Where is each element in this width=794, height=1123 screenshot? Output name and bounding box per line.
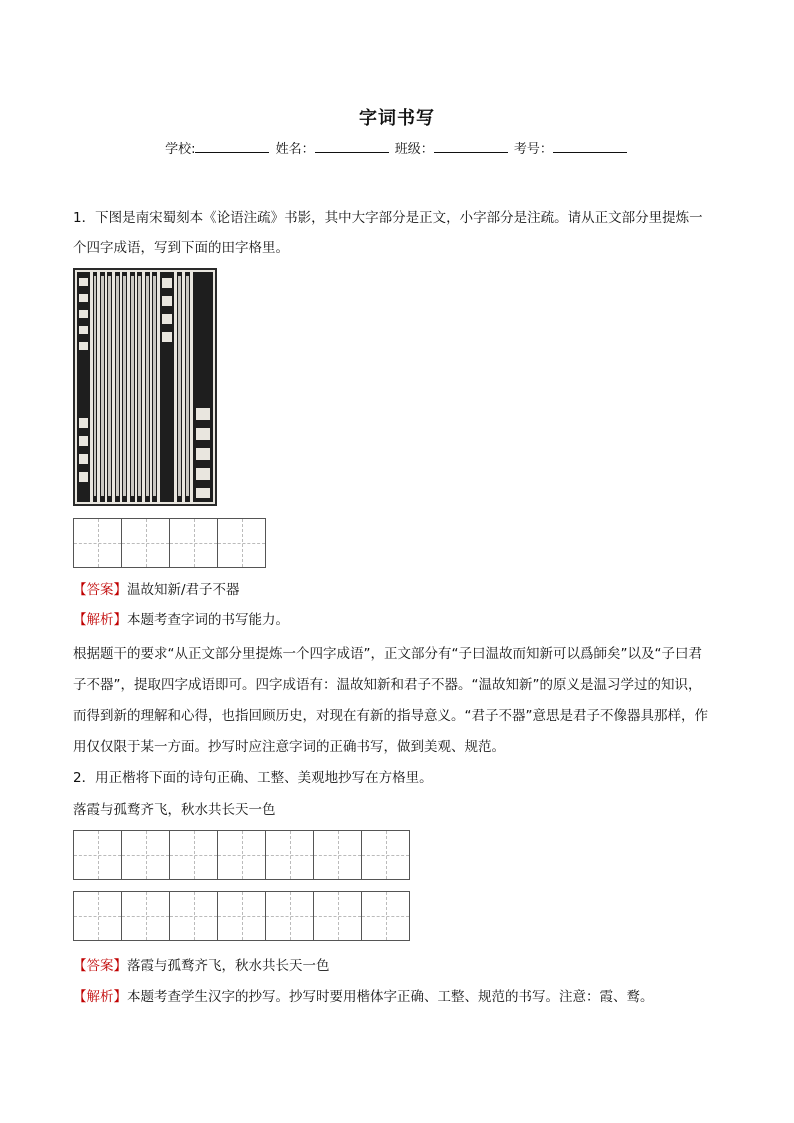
analysis-tag: 【解析】: [73, 612, 127, 628]
grid-cell[interactable]: [170, 831, 218, 879]
q1-analysis-line4: 用仅仅限于某一方面。抄写时应注意字词的正确书写，做到美观、规范。: [73, 739, 505, 755]
grid-cell[interactable]: [170, 892, 218, 940]
q1-answer: [73, 580, 733, 600]
name-blank[interactable]: [315, 140, 389, 153]
q1-analysis-line1: 根据题干的要求“从正文部分里提炼一个四字成语”，正文部分有“子曰温故而知新可以爲師矣”以及“子曰君: [73, 646, 702, 662]
answer-tag: 【答案】: [73, 582, 127, 598]
page-title: 字词书写: [359, 108, 435, 129]
q1-text-line1: 1．下图是南宋蜀刻本《论语注疏》书影，其中大字部分是正文，小字部分是注疏。请从正文部分里提炼一: [73, 210, 703, 226]
grid-cell[interactable]: [362, 892, 410, 940]
q1-text-line2: 个四字成语，写到下面的田字格里。: [73, 240, 289, 256]
q2-writing-grid-row1[interactable]: [73, 830, 410, 880]
q1-writing-grid[interactable]: [73, 518, 266, 568]
name-label: 姓名：: [275, 142, 315, 157]
student-info-line: [0, 138, 794, 157]
q1-analysis-line3: 而得到新的理解和心得，也指回顾历史，对现在有新的指导意义。“君子不器”意思是君子不像器具那样，作: [73, 708, 708, 724]
grid-cell[interactable]: [122, 519, 170, 567]
grid-cell[interactable]: [122, 892, 170, 940]
grid-cell[interactable]: [218, 892, 266, 940]
grid-cell[interactable]: [170, 519, 218, 567]
answer-text: 落霞与孤鹜齐飞，秋水共长天一色: [127, 958, 330, 974]
q1-analysis-intro: [73, 610, 733, 630]
grid-cell[interactable]: [74, 892, 122, 940]
grid-cell[interactable]: [362, 831, 410, 879]
grid-cell[interactable]: [122, 831, 170, 879]
grid-cell[interactable]: [218, 831, 266, 879]
q2-answer: [73, 956, 733, 976]
class-blank[interactable]: [434, 140, 508, 153]
q2-analysis: [73, 987, 733, 1007]
grid-cell[interactable]: [314, 892, 362, 940]
analysis-text: 本题考查学生汉字的抄写。抄写时要用楷体字正确、工整、规范的书写。注意：霞、鹜。: [127, 989, 654, 1005]
grid-cell[interactable]: [266, 831, 314, 879]
q2-text: 2．用正楷将下面的诗句正确、工整、美观地抄写在方格里。: [73, 770, 433, 786]
book-page-illustration: [73, 268, 217, 506]
grid-cell[interactable]: [314, 831, 362, 879]
book-page-image: [73, 268, 217, 506]
q2-poem: 落霞与孤鹜齐飞，秋水共长天一色: [73, 802, 276, 818]
answer-tag: 【答案】: [73, 958, 127, 974]
school-blank[interactable]: [195, 140, 269, 153]
exam-number-label: 考号：: [513, 142, 553, 157]
grid-cell[interactable]: [218, 519, 266, 567]
school-label: 学校:: [165, 142, 196, 157]
grid-cell[interactable]: [266, 892, 314, 940]
grid-cell[interactable]: [74, 519, 122, 567]
exam-number-blank[interactable]: [553, 140, 627, 153]
analysis-intro-text: 本题考查字词的书写能力。: [127, 612, 289, 628]
answer-text: 温故知新/君子不器: [127, 582, 240, 598]
q1-analysis-line2: 子不器”，提取四字成语即可。四字成语有：温故知新和君子不器。“温故知新”的原义是温习学过的知识，: [73, 677, 702, 693]
q2-writing-grid-row2[interactable]: [73, 891, 410, 941]
class-label: 班级：: [394, 142, 434, 157]
analysis-tag: 【解析】: [73, 989, 127, 1005]
grid-cell[interactable]: [74, 831, 122, 879]
